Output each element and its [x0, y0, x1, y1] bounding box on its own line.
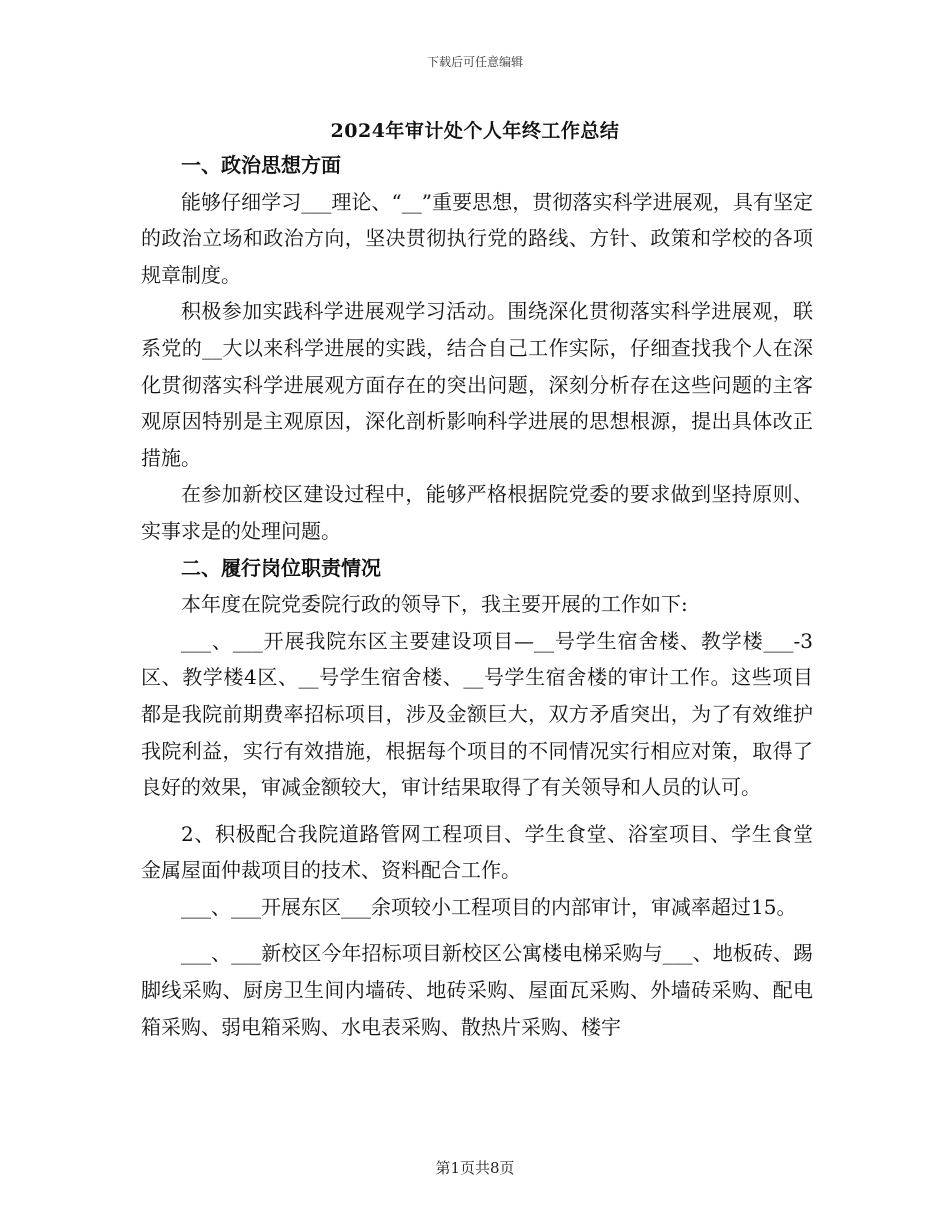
paragraph: 在参加新校区建设过程中，能够严格根据院党委的要求做到坚持原则、实事求是的处理问题。	[141, 482, 813, 543]
paragraph: 积极参加实践科学进展观学习活动。围绕深化贯彻落实科学进展观，联系党的__大以来科学进展的实践，结合自己工作实际，仔细查找我个人在深化贯彻落实科学进展观方面存在的突出问题，深刻分析存在这些问题的主客观原因特别是主观原因，深化剖析影响科学进展的思想根源，提出具体改正措施。	[141, 299, 813, 470]
paragraph: 能够仔细学习___理论、“__”重要思想，贯彻落实科学进展观，具有坚定的政治立场和政治方向，坚决贯彻执行党的路线、方针、政策和学校的各项规章制度。	[141, 189, 813, 287]
paragraph: ___、___开展我院东区主要建设项目—__号学生宿舍楼、教学楼___-3区、教学楼4区、__号学生宿舍楼、__号学生宿舍楼的审计工作。这些项目都是我院前期费率招标项目，涉及金额巨大，双方矛盾突出，为了有效维护我院利益，实行有效措施，根据每个项目的不同情况实行相应对策，取得了良好的效果，审减金额较大，审计结果取得了有关领导和人员的认可。	[141, 628, 813, 800]
section-heading: 二、履行岗位职责情况	[181, 555, 381, 580]
paragraph: 2、积极配合我院道路管网工程项目、学生食堂、浴室项目、学生食堂金属屋面仲裁项目的技术、资料配合工作。	[141, 821, 813, 883]
paragraph: ___、___新校区今年招标项目新校区公寓楼电梯采购与___、地板砖、踢脚线采购、厨房卫生间内墙砖、地砖采购、屋面瓦采购、外墙砖采购、配电箱采购、弱电箱采购、水电表采购、散热片采购、楼宇	[141, 941, 813, 1039]
paragraph: ___、___开展东区___余项较小工程项目的内部审计，审减率超过15。	[181, 894, 797, 919]
page-number: 第1页共8页	[435, 1159, 515, 1177]
section-heading: 一、政治思想方面	[181, 153, 341, 177]
paragraph: 本年度在院党委院行政的领导下，我主要开展的工作如下:	[181, 592, 688, 617]
header-note: 下载后可任意编辑	[426, 55, 523, 69]
document-title: 2024年审计处个人年终工作总结	[330, 120, 620, 142]
document-body	[141, 147, 813, 1045]
